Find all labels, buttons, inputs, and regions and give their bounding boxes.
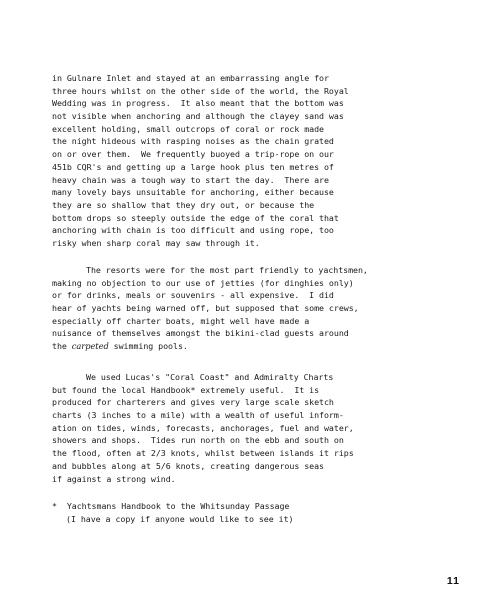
paragraph-charts (52, 371, 472, 485)
paragraph-line: making no objection to our use of jetties (for dinghies only) (52, 277, 354, 288)
paragraph-last-line (52, 340, 472, 353)
paragraph-line: hear of yachts being warned off, but supposed that some crews, (52, 303, 359, 314)
paragraph-line: ation on tides, winds, forecasts, anchorages, fuel and water, (52, 422, 354, 433)
footnote (52, 500, 472, 525)
text-run: swimming pools. (108, 341, 188, 352)
paragraph-line: nuisance of themselves amongst the bikini-clad guests around (52, 328, 349, 339)
paragraph-line: or for drinks, meals or souvenirs - all expensive. I did (52, 290, 334, 301)
paragraph-line: they are so shallow that they dry out, or because the (52, 199, 315, 210)
paragraph-line: produced for charterers and gives very large scale sketch (52, 397, 334, 408)
paragraph-line: showers and shops. Tides run north on the ebb and south on (52, 435, 344, 446)
text-run: the (52, 341, 72, 352)
paragraph-line: Wedding was in progress. It also meant that the bottom was (52, 98, 344, 109)
paragraph-line: heavy chain was a tough way to start the day. There are (52, 174, 329, 185)
paragraph-anchoring (52, 72, 472, 250)
paragraph-line: three hours whilst on the other side of the world, the Royal (52, 85, 349, 96)
paragraph-line: especially off charter boats, might well have made a (52, 315, 310, 326)
paragraph-line: bottom drops so steeply outside the edge of the coral that (52, 212, 339, 223)
paragraph-line: not visible when anchoring and although the clayey sand was (52, 111, 344, 122)
paragraph-line: We used Lucas's "Coral Coast" and Admiralty Charts (86, 372, 334, 382)
paragraph-line: if against a strong wind. (52, 473, 176, 484)
footnote-line: * Yachtsmans Handbook to the Whitsunday Passage (52, 501, 290, 511)
paragraph-line: the flood, often at 2/3 knots, whilst between islands it rips (52, 448, 354, 459)
paragraph-line: anchoring with chain is too difficult and using rope, too (52, 225, 334, 236)
paragraph-line: The resorts were for the most part friendly to yachtsmen, (86, 265, 368, 275)
emphasized-word: carpeted (71, 341, 109, 352)
paragraph-line: but found the local Handbook* extremely useful. It is (52, 384, 320, 395)
footnote-line: (I have a copy if anyone would like to see it) (66, 513, 294, 524)
paragraph-line: in Gulnare Inlet and stayed at an embarrassing angle for (52, 73, 329, 83)
paragraph-line: many lovely bays unsuitable for anchoring, either because (52, 187, 334, 198)
paragraph-line: risky when sharp coral may saw through it. (52, 237, 260, 248)
paragraph-line: charts (3 inches to a mile) with a wealth of useful inform- (52, 410, 344, 421)
page-number: 11 (446, 575, 460, 587)
paragraph-line: excellent holding, small outcrops of coral or rock made (52, 123, 324, 134)
paragraph-line: 451b CQR's and getting up a large hook plus ten metres of (52, 161, 334, 172)
paragraph-resorts (52, 264, 472, 353)
paragraph-line: and bubbles along at 5/6 knots, creating dangerous seas (52, 460, 324, 471)
paragraph-line: the night hideous with rasping noises as the chain grated (52, 136, 334, 147)
paragraph-line: on or over them. We frequently buoyed a trip-rope on our (52, 149, 334, 160)
